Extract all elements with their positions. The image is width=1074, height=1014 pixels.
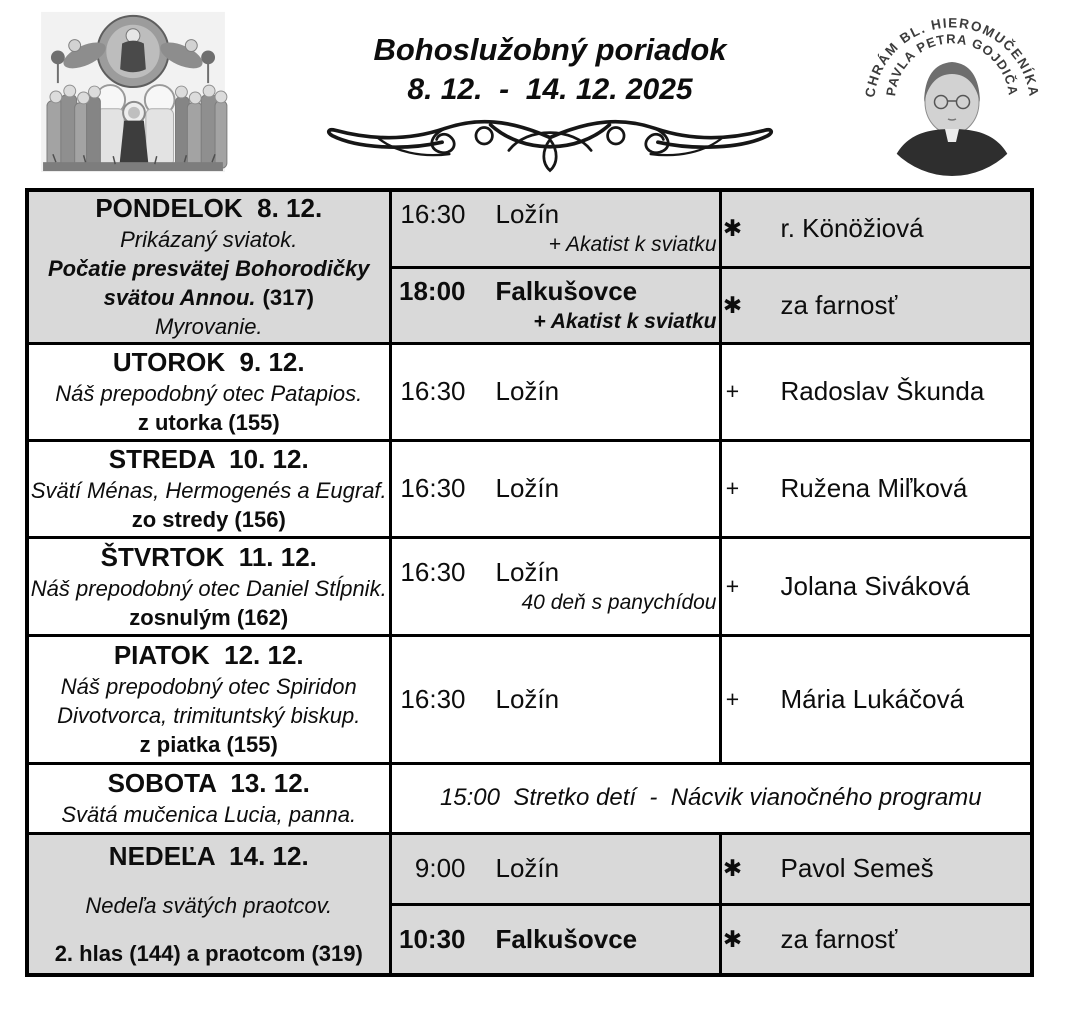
service-cell: [390, 537, 720, 635]
day-cell-wednesday: [27, 440, 390, 537]
intention-symbol: ✱: [722, 215, 743, 242]
intention-name: za farnosť: [780, 923, 898, 954]
service-cell: [390, 267, 720, 343]
feast-line: Divotvorca, trimituntský biskup.: [57, 703, 361, 728]
service-time: 10:30: [399, 923, 466, 954]
theotokos-icon-image: [30, 6, 235, 176]
service-place: Ložín: [495, 853, 560, 884]
service-time: 16:30: [400, 556, 466, 587]
intention-cell: [720, 635, 1032, 763]
intention-name: Ružena Miľková: [780, 473, 968, 503]
stamp-text-outer: CHRÁM BL. HIEROMUČENÍKA: [862, 15, 1042, 99]
day-title: STREDA 10. 12.: [108, 444, 309, 474]
service-note: 40 deň s panychídou: [521, 590, 717, 614]
gojdic-portrait: [888, 62, 1016, 178]
day-title: PIATOK 12. 12.: [113, 640, 304, 670]
feast-ref: (317): [262, 285, 314, 311]
service-cell: [390, 190, 720, 267]
day-title: UTOROK 9. 12.: [112, 347, 305, 377]
intention-cell: [720, 343, 1032, 440]
stamp-text-inner: PAVLA PETRA GOJDIČA: [883, 31, 1021, 97]
intention-symbol: +: [725, 572, 740, 599]
intention-cell: [720, 190, 1032, 267]
service-time: 18:00: [399, 275, 466, 306]
intention-symbol: +: [725, 378, 740, 404]
service-time: 16:30: [400, 473, 466, 503]
service-time: 9:00: [414, 853, 466, 884]
day-title: PONDELOK 8. 12.: [95, 193, 323, 224]
service-time: 16:30: [400, 199, 466, 230]
rubric-line: z utorka (155): [137, 410, 280, 435]
date-range: 8. 12. - 14. 12. 2025: [407, 73, 693, 106]
intention-cell: [720, 833, 1032, 905]
service-cell: [390, 440, 720, 537]
day-cell-sunday: [27, 833, 390, 975]
intention-name: Pavol Semeš: [780, 853, 934, 884]
parish-stamp: [860, 2, 1045, 184]
schedule-table: [25, 188, 1034, 977]
feast-line: Svätí Ménas, Hermogenés a Eugraf.: [30, 478, 387, 503]
intention-name: Jolana Siváková: [780, 570, 970, 601]
feast-line: Náš prepodobný otec Patapios.: [55, 381, 363, 406]
service-cell: [390, 343, 720, 440]
day-cell-friday: [27, 635, 390, 763]
page-title: Bohoslužobný poriadok: [373, 32, 727, 67]
feast-line: svätou Annou.: [103, 285, 256, 311]
service-note: + Akatist k sviatku: [548, 233, 717, 257]
rubric-line: zo stredy (156): [131, 507, 286, 532]
service-cell: [390, 833, 720, 905]
event-note: 15:00 Stretko detí - Nácvik vianočného programu: [439, 784, 982, 811]
rubric-line: z piatka (155): [139, 732, 278, 757]
service-time: 16:30: [400, 376, 466, 406]
day-title: ŠTVRTOK 11. 12.: [100, 541, 317, 572]
service-cell: [390, 635, 720, 763]
intention-symbol: ✱: [722, 291, 743, 318]
service-place: Ložín: [495, 376, 560, 406]
intention-name: Radoslav Škunda: [780, 376, 985, 406]
rubric-line: 2. hlas (144) a praotcom (319): [54, 940, 363, 966]
header-title-block: [303, 30, 797, 176]
intention-name: r. Könöžiová: [780, 213, 924, 244]
day-cell-thursday: [27, 537, 390, 635]
intention-symbol: +: [725, 685, 740, 712]
day-title: NEDEĽA 14. 12.: [108, 840, 309, 871]
service-place: Ložín: [495, 473, 560, 503]
day-cell-monday: [27, 190, 390, 343]
intention-symbol: ✱: [722, 925, 743, 952]
intention-name: za farnosť: [780, 289, 898, 320]
feast-line: Náš prepodobný otec Daniel Stĺpnik.: [30, 575, 387, 601]
rubric-line: zosnulým (162): [129, 604, 289, 630]
service-place: Falkušovce: [495, 923, 638, 954]
feast-line: Nedeľa svätých praotcov.: [85, 893, 333, 918]
intention-symbol: ✱: [722, 855, 743, 882]
intention-symbol: +: [725, 475, 740, 501]
service-place: Ložín: [495, 556, 560, 587]
intention-name: Mária Lukáčová: [780, 683, 965, 714]
day-note: Prikázaný sviatok.: [120, 227, 298, 253]
day-title: SOBOTA 13. 12.: [107, 768, 310, 798]
flourish-ornament-icon: [305, 112, 795, 176]
intention-cell: [720, 440, 1032, 537]
intention-cell: [720, 537, 1032, 635]
feast-line: Svätá mučenica Lucia, panna.: [61, 802, 357, 827]
service-time: 16:30: [400, 683, 466, 714]
day-cell-saturday: [27, 763, 390, 833]
service-place: Falkušovce: [495, 275, 638, 306]
day-note: Myrovanie.: [154, 314, 263, 340]
intention-cell: [720, 905, 1032, 975]
service-cell: [390, 905, 720, 975]
event-cell: [390, 763, 1032, 833]
intention-cell: [720, 267, 1032, 343]
day-cell-tuesday: [27, 343, 390, 440]
feast-line: Počatie presvätej Bohorodičky: [47, 256, 370, 282]
feast-line: Náš prepodobný otec Spiridon: [60, 674, 357, 699]
service-place: Ložín: [495, 199, 560, 230]
service-note: + Akatist k sviatku: [533, 309, 717, 333]
service-place: Ložín: [495, 683, 560, 714]
